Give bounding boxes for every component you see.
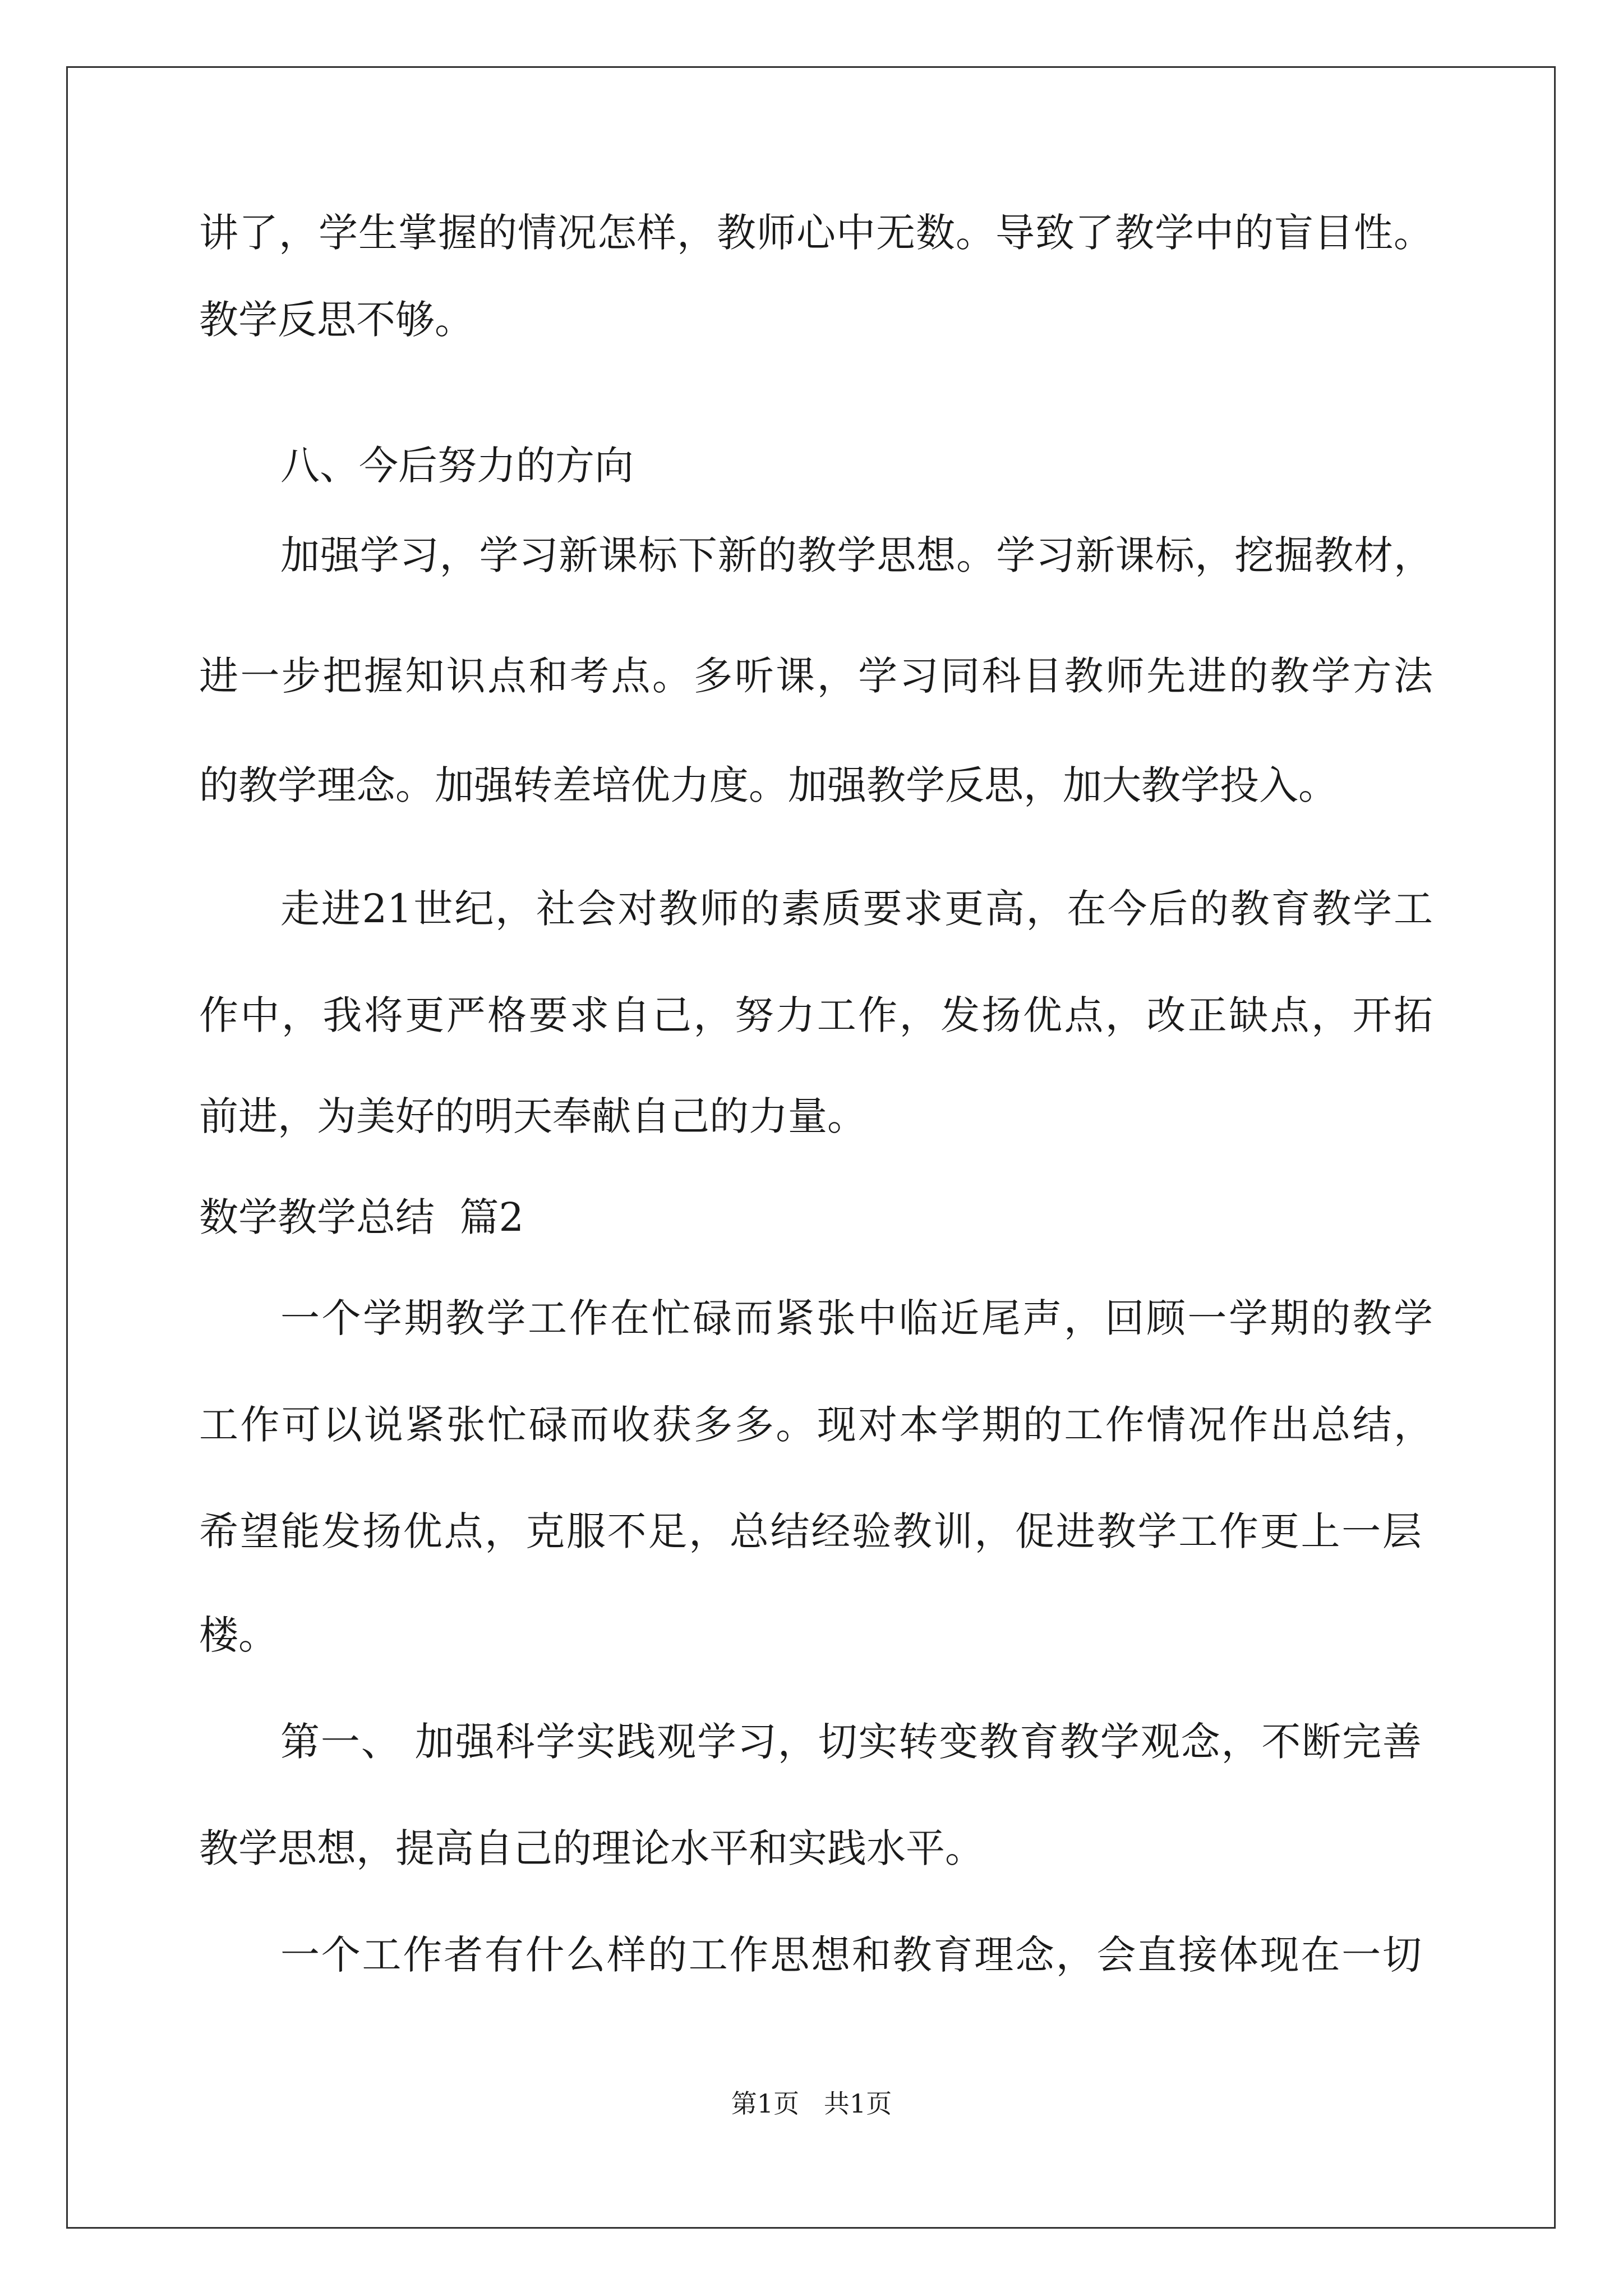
text-line-16: 教学思想，提高自己的理论水平和实践水平。 (199, 1825, 984, 1871)
text-line-5: 进一步把握知识点和考点。多听课，学习同科目教师先进的教学方法 (199, 653, 1433, 699)
text-line-1: 讲了，学生掌握的情况怎样，教师心中无数。导致了教学中的盲目性。 (199, 210, 1433, 256)
page-border (66, 66, 1556, 2229)
text-line-17: 一个工作者有什么样的工作思想和教育理念，会直接体现在一切 (280, 1932, 1422, 1978)
text-line-4: 加强学习，学习新课标下新的教学思想。学习新课标，挖掘教材， (280, 532, 1433, 578)
text-line-6: 的教学理念。加强转差培优力度。加强教学反思，加大教学投入。 (199, 762, 1338, 808)
text-line-9: 前进，为美好的明天奉献自己的力量。 (199, 1093, 866, 1139)
page-footer: 第1页 共1页 (731, 2088, 892, 2119)
text-line-15: 第一、 加强科学实践观学习，切实转变教育教学观念，不断完善 (280, 1719, 1422, 1765)
text-line-11: 一个学期教学工作在忙碌而紧张中临近尾声，回顾一学期的教学 (280, 1295, 1433, 1341)
text-line-12: 工作可以说紧张忙碌而收获多多。现对本学期的工作情况作出总结， (199, 1402, 1433, 1448)
text-line-7: 走进21世纪，社会对教师的素质要求更高，在今后的教育教学工 (280, 886, 1433, 932)
text-line-13: 希望能发扬优点，克服不足，总结经验教训，促进教学工作更上一层 (199, 1508, 1422, 1554)
text-line-14: 楼。 (199, 1612, 278, 1658)
text-line-2: 教学反思不够。 (199, 297, 474, 343)
article-title: 数学教学总结 篇2 (199, 1194, 524, 1240)
section-heading-8: 八、今后努力的方向 (280, 443, 634, 489)
text-line-8: 作中，我将更严格要求自己，努力工作，发扬优点，改正缺点，开拓 (199, 992, 1433, 1038)
